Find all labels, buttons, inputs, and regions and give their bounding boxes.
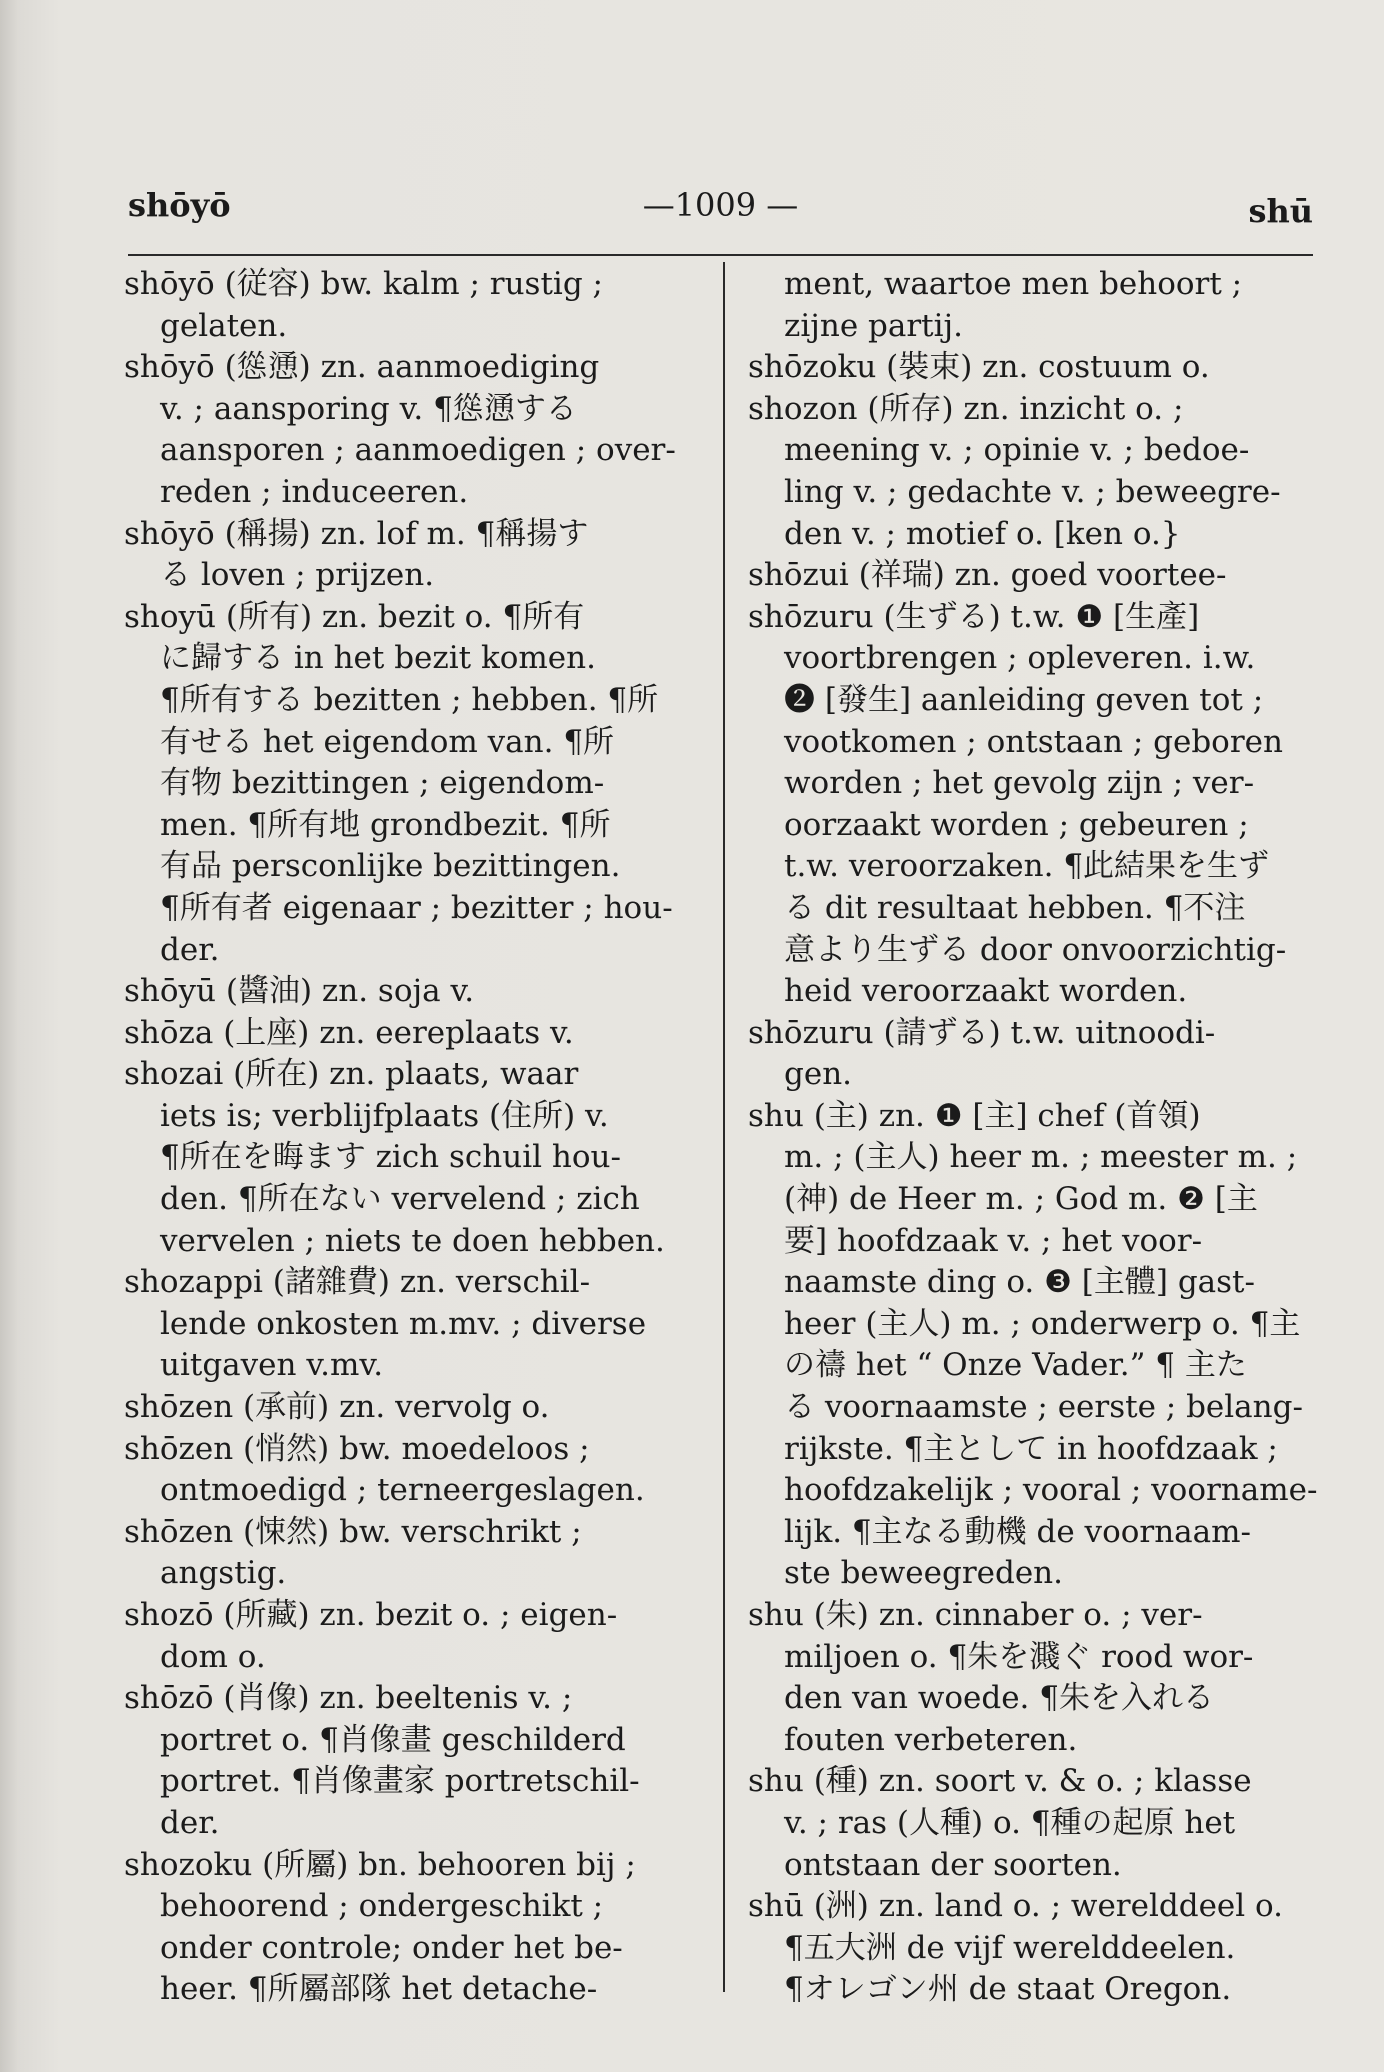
entry-headword-line: shōzuru (請ずる) t.w. uitnoodi- bbox=[748, 1014, 1216, 1051]
entry-continuation-line: uitgaven v.mv. bbox=[160, 1347, 384, 1384]
entry-continuation-line: m. ; (主人) heer m. ; meester m. ; bbox=[784, 1139, 1298, 1176]
entry-continuation-line: ¶所在を晦ます zich schuil hou- bbox=[160, 1139, 621, 1176]
entry-continuation-line: t.w. veroorzaken. ¶此結果を生ず bbox=[784, 848, 1270, 885]
entry-continuation-line: 有品 persconlijke bezittingen. bbox=[160, 848, 621, 885]
entry-continuation-line: る dit resultaat hebben. ¶不注 bbox=[784, 889, 1246, 926]
right-column bbox=[748, 264, 1318, 2011]
entry-continuation-line: lijk. ¶主なる動機 de voornaam- bbox=[784, 1513, 1252, 1550]
entry-continuation-line: ontmoedigd ; terneergeslagen. bbox=[160, 1472, 645, 1509]
entry-continuation-line: gelaten. bbox=[160, 307, 288, 344]
entry-continuation-line: 有物 bezittingen ; eigendom- bbox=[160, 765, 605, 802]
entry-continuation-line: 意より生ずる door onvoorzichtig- bbox=[784, 931, 1287, 968]
entry-continuation-line: den v. ; motief o. [ken o.} bbox=[784, 515, 1181, 552]
entry-headword-line: shu (朱) zn. cinnaber o. ; ver- bbox=[748, 1597, 1203, 1633]
entry-continuation-line: る loven ; prijzen. bbox=[160, 557, 435, 594]
entry-headword-line: shōza (上座) zn. eereplaats v. bbox=[124, 1014, 574, 1051]
entry-headword-line: shozappi (諸雜費) zn. verschil- bbox=[124, 1264, 591, 1301]
entry-continuation-line: voortbrengen ; opleveren. i.w. bbox=[784, 640, 1256, 677]
entry-continuation-line: fouten verbeteren. bbox=[784, 1721, 1078, 1758]
entry-headword-line: shozon (所存) zn. inzicht o. ; bbox=[748, 390, 1184, 427]
entry-continuation-line: ment, waartoe men behoort ; bbox=[784, 266, 1243, 302]
entry-headword-line: shōyō (稱揚) zn. lof m. ¶稱揚す bbox=[124, 515, 589, 552]
entry-continuation-line: ¶五大洲 de vijf werelddeelen. bbox=[784, 1929, 1236, 1966]
column-divider bbox=[723, 262, 725, 1992]
entry-headword-line: shōzoku (裝束) zn. costuum o. bbox=[748, 349, 1210, 386]
entry-headword-line: shōyū (醬油) zn. soja v. bbox=[124, 973, 475, 1010]
entry-continuation-line: る voornaamste ; eerste ; belang- bbox=[784, 1389, 1303, 1426]
entry-continuation-line: den. ¶所在ない vervelend ; zich bbox=[160, 1181, 640, 1218]
left-column bbox=[124, 264, 702, 2011]
entry-continuation-line: men. ¶所有地 grondbezit. ¶所 bbox=[160, 806, 611, 843]
entry-continuation-line: ste beweegreden. bbox=[784, 1555, 1063, 1592]
entry-continuation-line: の禱 het “ Onze Vader.” ¶ 主た bbox=[784, 1347, 1247, 1384]
entry-continuation-line: reden ; induceeren. bbox=[160, 473, 469, 510]
entry-continuation-line: portret o. ¶肖像畫 geschilderd bbox=[160, 1721, 626, 1758]
entry-headword-line: shozoku (所屬) bn. behooren bij ; bbox=[124, 1846, 636, 1883]
entry-continuation-line: (神) de Heer m. ; God m. ❷ [主 bbox=[784, 1181, 1258, 1218]
entry-continuation-line: worden ; het gevolg zijn ; ver- bbox=[784, 765, 1255, 802]
entry-continuation-line: oorzaakt worden ; gebeuren ; bbox=[784, 806, 1249, 843]
entry-continuation-line: angstig. bbox=[160, 1555, 287, 1592]
entry-continuation-line: gen. bbox=[784, 1056, 853, 1093]
entry-continuation-line: heid veroorzaakt worden. bbox=[784, 973, 1188, 1010]
entry-continuation-line: meening v. ; opinie v. ; bedoe- bbox=[784, 432, 1250, 469]
entry-continuation-line: 有せる het eigendom van. ¶所 bbox=[160, 723, 615, 760]
entry-headword-line: shū (洲) zn. land o. ; werelddeel o. bbox=[748, 1888, 1284, 1925]
entry-continuation-line: 要] hoofdzaak v. ; het voor- bbox=[784, 1222, 1203, 1259]
entry-headword-line: shōzen (承前) zn. vervolg o. bbox=[124, 1389, 550, 1426]
page-header bbox=[128, 178, 1313, 228]
entry-continuation-line: ¶所有者 eigenaar ; bezitter ; hou- bbox=[160, 889, 673, 926]
entry-continuation-line: ¶所有する bezitten ; hebben. ¶所 bbox=[160, 681, 659, 718]
entry-continuation-line: dom o. bbox=[160, 1638, 266, 1675]
entry-continuation-line: der. bbox=[160, 1804, 220, 1841]
entry-continuation-line: naamste ding o. ❸ [主體] gast- bbox=[784, 1264, 1255, 1301]
entry-continuation-line: iets is; verblijfplaats (住所) v. bbox=[160, 1097, 609, 1134]
entry-continuation-line: behoorend ; ondergeschikt ; bbox=[160, 1888, 604, 1925]
entry-continuation-line: lende onkosten m.mv. ; diverse bbox=[160, 1305, 647, 1342]
header-last-word: shū bbox=[1248, 192, 1313, 230]
entry-headword-line: shōzō (肖像) zn. beeltenis v. ; bbox=[124, 1680, 573, 1717]
entry-continuation-line: ontstaan der soorten. bbox=[784, 1846, 1122, 1883]
entry-continuation-line: に歸する in het bezit komen. bbox=[160, 640, 596, 677]
entry-headword-line: shōzui (祥瑞) zn. goed voortee- bbox=[748, 557, 1227, 594]
entry-headword-line: shōzen (悚然) bw. verschrikt ; bbox=[124, 1513, 582, 1550]
entry-headword-line: shōyō (従容) bw. kalm ; rustig ; bbox=[124, 266, 603, 302]
entry-headword-line: shozō (所藏) zn. bezit o. ; eigen- bbox=[124, 1597, 618, 1633]
entry-continuation-line: miljoen o. ¶朱を濺ぐ rood wor- bbox=[784, 1638, 1254, 1675]
entry-continuation-line: onder controle; onder het be- bbox=[160, 1929, 623, 1966]
entry-headword-line: shoyū (所有) zn. bezit o. ¶所有 bbox=[124, 598, 585, 635]
entry-continuation-line: hoofdzakelijk ; vooral ; voorname- bbox=[784, 1472, 1318, 1509]
entry-headword-line: shu (主) zn. ❶ [主] chef (首領) bbox=[748, 1097, 1201, 1134]
entry-continuation-line: v. ; ras (人種) o. ¶種の起原 het bbox=[784, 1804, 1236, 1841]
header-rule bbox=[128, 254, 1313, 256]
entry-continuation-line: vootkomen ; ontstaan ; geboren bbox=[784, 723, 1283, 760]
entry-headword-line: shu (種) zn. soort v. & o. ; klasse bbox=[748, 1763, 1252, 1800]
entry-continuation-line: vervelen ; niets te doen hebben. bbox=[160, 1222, 665, 1259]
entry-continuation-line: ling v. ; gedachte v. ; beweegre- bbox=[784, 473, 1281, 510]
entry-continuation-line: portret. ¶肖像畫家 portretschil- bbox=[160, 1763, 640, 1800]
entry-headword-line: shozai (所在) zn. plaats, waar bbox=[124, 1056, 579, 1093]
entry-continuation-line: der. bbox=[160, 931, 220, 968]
entry-continuation-line: den van woede. ¶朱を入れる bbox=[784, 1680, 1214, 1717]
entry-continuation-line: ❷ [發生] aanleiding geven tot ; bbox=[784, 681, 1264, 718]
entry-headword-line: shōyō (慫慂) zn. aanmoediging bbox=[124, 349, 600, 386]
entry-continuation-line: zijne partij. bbox=[784, 307, 964, 344]
entry-continuation-line: aansporen ; aanmoedigen ; over- bbox=[160, 432, 676, 469]
header-first-word: shōyō bbox=[128, 186, 231, 224]
entry-continuation-line: ¶オレゴン州 de staat Oregon. bbox=[784, 1971, 1232, 2008]
entry-continuation-line: v. ; aansporing v. ¶慫慂する bbox=[160, 390, 577, 427]
entry-headword-line: shōzuru (生ずる) t.w. ❶ [生產] bbox=[748, 598, 1200, 635]
page-number: —1009 — bbox=[642, 186, 799, 224]
entry-continuation-line: heer (主人) m. ; onderwerp o. ¶主 bbox=[784, 1305, 1301, 1342]
entry-continuation-line: rijkste. ¶主として in hoofdzaak ; bbox=[784, 1430, 1278, 1467]
entry-headword-line: shōzen (悄然) bw. moedeloos ; bbox=[124, 1430, 590, 1467]
entry-continuation-line: heer. ¶所屬部隊 het detache- bbox=[160, 1971, 598, 2008]
